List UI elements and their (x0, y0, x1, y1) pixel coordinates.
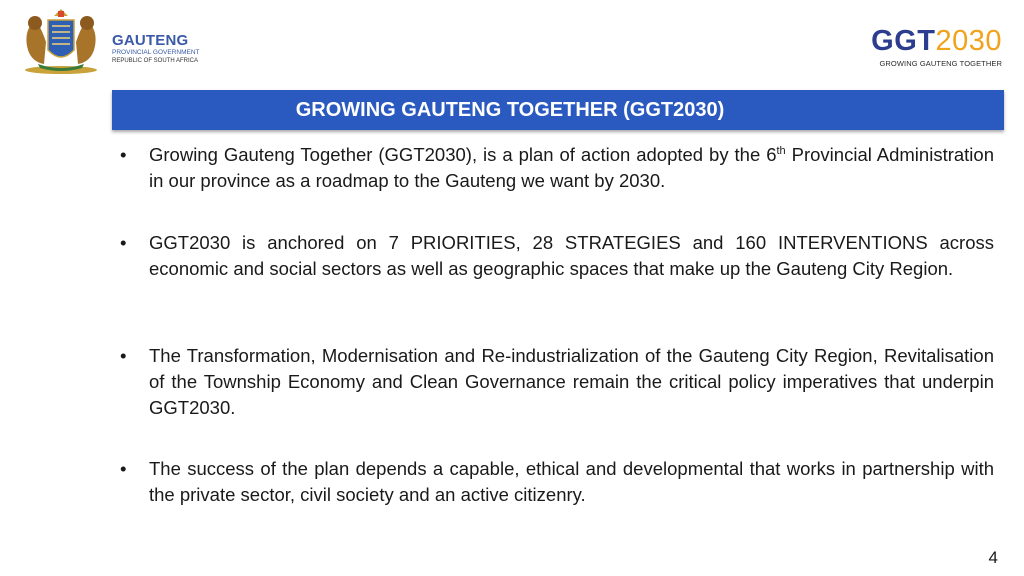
gauteng-logo-title: GAUTENG (112, 32, 189, 49)
ggt2030-logo-ggt: GGT (871, 25, 936, 57)
bullet-superscript: th (776, 144, 786, 157)
bullet-marker: • (120, 458, 127, 479)
gauteng-logo-subtitle2: REPUBLIC OF SOUTH AFRICA (112, 58, 199, 64)
page-number: 4 (988, 548, 998, 567)
coat-of-arms-icon (16, 6, 106, 74)
ggt2030-logo-tagline: GROWING GAUTENG TOGETHER (879, 59, 1002, 68)
bullet-text: The success of the plan depends a capable, ethical and developmental that works in partnership with the private sector, civil society and an active citizenry. (149, 458, 994, 505)
title-banner (112, 90, 1004, 130)
gauteng-logo (16, 6, 216, 76)
bullet-item (120, 343, 994, 421)
slide-title: GROWING GAUTENG TOGETHER (GGT2030) (295, 98, 725, 121)
bullet-item (120, 230, 994, 282)
bullet-item (120, 456, 994, 508)
bullet-marker: • (120, 144, 127, 165)
bullet-text-part: Growing Gauteng Together (GGT2030), is a plan of action adopted by the 6 (149, 144, 777, 165)
gauteng-logo-subtitle: PROVINCIAL GOVERNMENT (112, 49, 200, 56)
bullet-marker: • (120, 345, 127, 366)
bullet-marker: • (120, 232, 127, 253)
bullet-text-part: Provincial Administration in our province as a roadmap to the Gauteng we want by 2030. (149, 144, 994, 191)
bullet-text: GGT2030 is anchored on 7 PRIORITIES, 28 STRATEGIES and 160 INTERVENTIONS across economic and social sectors as well as geographic spaces that make up the Gauteng City Region. (149, 232, 994, 279)
ggt2030-logo (862, 26, 1002, 72)
ggt2030-logo-year: 2030 (935, 25, 1002, 57)
bullet-item (120, 142, 994, 194)
bullet-text: The Transformation, Modernisation and Re-industrialization of the Gauteng City Region, Revitalisation of the Township Economy and Clean Governance remain the critical policy imperatives that underpin GGT2030. (149, 345, 994, 418)
